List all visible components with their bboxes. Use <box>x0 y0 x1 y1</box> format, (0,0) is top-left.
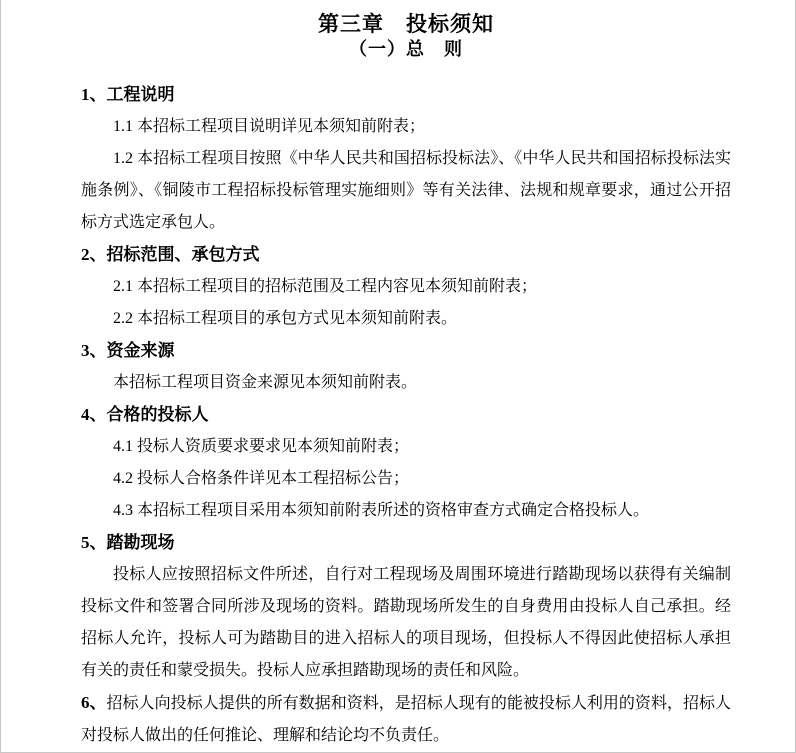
document-content <box>81 11 731 752</box>
part-title: （一）总 则 <box>349 39 463 59</box>
section-heading-2: 2、招标范围、承包方式 <box>81 245 260 264</box>
clause-4-2: 4.2 投标人合格条件详见本工程招标公告； <box>113 470 410 487</box>
chapter-title: 第三章 投标须知 <box>318 12 494 36</box>
clause-6-text: 招标人向投标人提供的所有数据和资料，是招标人现有的能被投标人利用的资料，招标人对投标人做出的任何推论、理解和结论均不负责任。 <box>81 695 731 744</box>
clause-2-2: 2.2 本招标工程项目的承包方式见本须知前附表。 <box>113 310 458 327</box>
clause-6 <box>81 687 731 752</box>
section-heading-4: 4、合格的投标人 <box>81 405 209 424</box>
clause-6-number: 6、 <box>81 693 107 712</box>
section-heading-3: 3、资金来源 <box>81 341 175 360</box>
clause-1-2: 1.2 本招标工程项目按照《中华人民共和国招标投标法》、《中华人民共和国招标投标法实施条例》、《铜陵市工程招标投标管理实施细则》等有关法律、法规和规章要求，通过公开招标方式选定承包人。 <box>81 150 731 231</box>
section-heading-1: 1、工程说明 <box>81 85 175 104</box>
section-heading-5: 5、踏勘现场 <box>81 533 175 552</box>
clause-4-3: 4.3 本招标工程项目采用本须知前附表所述的资格审查方式确定合格投标人。 <box>113 502 650 519</box>
clause-5-body: 投标人应按照招标文件所述，自行对工程现场及周围环境进行踏勘现场以获得有关编制投标文件和签署合同所涉及现场的资料。踏勘现场所发生的自身费用由投标人自己承担。经招标人允许，投标人可为踏勘目的进入招标人的项目现场，但投标人不得因此使招标人承担有关的责任和蒙受损失。投标人应承担踏勘现场的责任和风险。 <box>81 566 731 679</box>
clause-4-1: 4.1 投标人资质要求要求见本须知前附表； <box>113 438 410 455</box>
clause-2-1: 2.1 本招标工程项目的招标范围及工程内容见本须知前附表； <box>113 278 538 295</box>
clause-3-body: 本招标工程项目资金来源见本须知前附表。 <box>113 374 418 391</box>
clause-1-1: 1.1 本招标工程项目说明详见本须知前附表； <box>113 118 426 135</box>
